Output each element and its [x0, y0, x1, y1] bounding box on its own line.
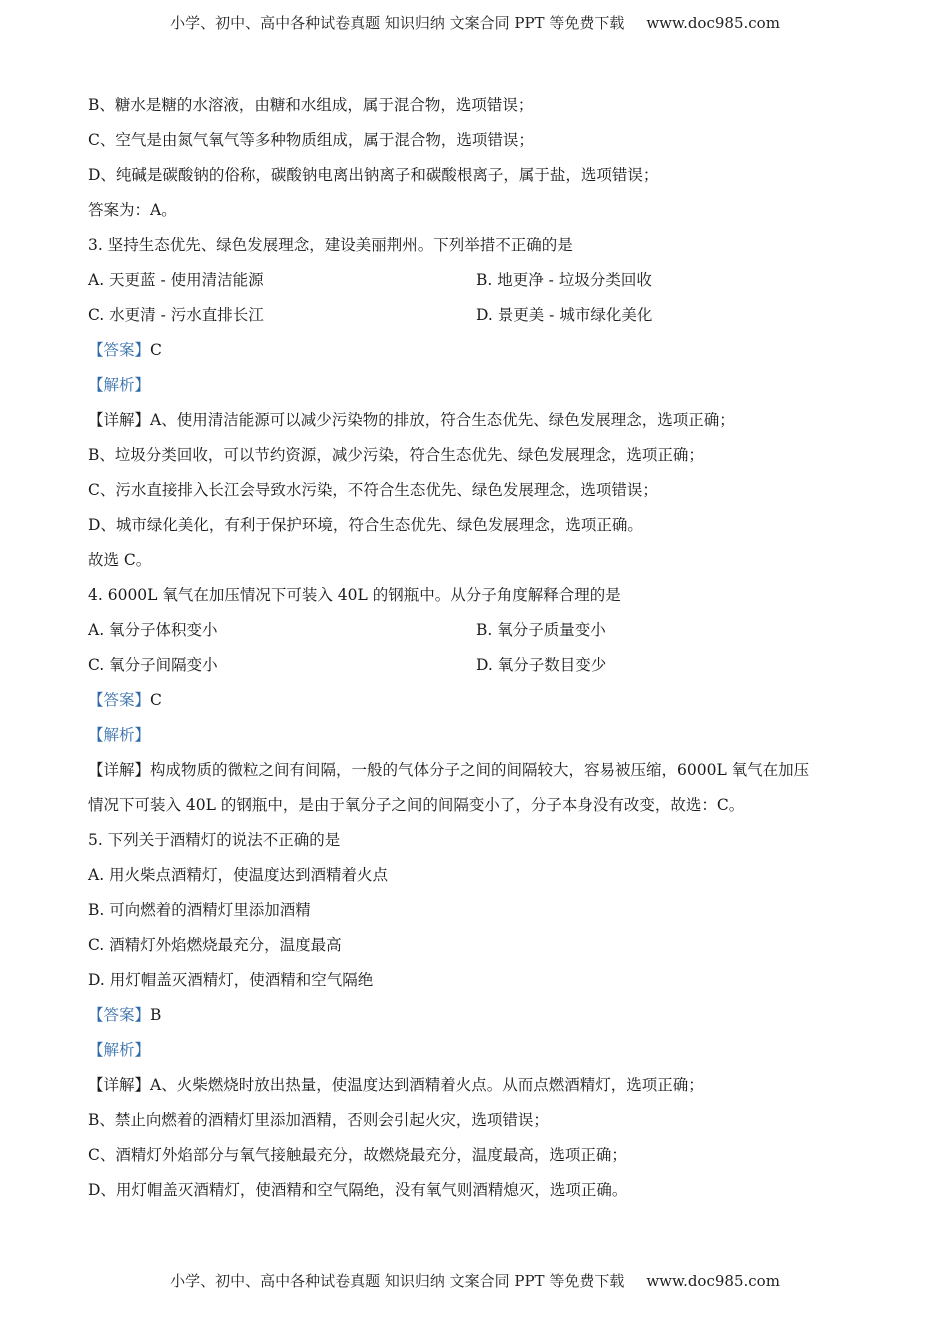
- document-body: [88, 88, 868, 1208]
- q5-detail-c: C、酒精灯外焰部分与氧气接触最充分，故燃烧最充分，温度最高，选项正确；: [88, 1146, 627, 1164]
- q4-detail-line-1: [88, 753, 868, 788]
- answer-tag: 【答案】: [88, 1006, 151, 1024]
- q3-option-a: A. 天更蓝 - 使用清洁能源: [88, 271, 264, 289]
- q5-option-b: B. 可向燃着的酒精灯里添加酒精: [88, 901, 311, 919]
- analysis-tag: 【解析】: [88, 726, 151, 744]
- answer-tag: 【答案】: [88, 691, 151, 709]
- page-footer: [0, 1270, 950, 1291]
- q3-conclusion: 故选 C。: [88, 551, 152, 569]
- q4-options-row-1: [88, 613, 868, 648]
- q5-analysis-line: [88, 1033, 868, 1068]
- footer-url: www.doc985.com: [646, 1272, 780, 1290]
- q4-analysis-line: [88, 718, 868, 753]
- q3-option-b: B. 地更净 - 垃圾分类回收: [476, 271, 652, 289]
- q5-answer: B: [150, 1006, 162, 1024]
- analysis-tag: 【解析】: [88, 1041, 151, 1059]
- q5-option-d: D. 用灯帽盖灭酒精灯，使酒精和空气隔绝: [88, 971, 374, 989]
- header-text: 小学、初中、高中各种试卷真题 知识归纳 文案合同 PPT 等免费下载: [170, 14, 625, 32]
- q4-option-c: C. 氧分子间隔变小: [88, 656, 218, 674]
- q4-detail-line-2: 情况下可装入 40L 的钢瓶中，是由于氧分子之间的间隔变小了，分子本身没有改变，故选：C。: [88, 796, 745, 814]
- q4-option-a: A. 氧分子体积变小: [88, 621, 218, 639]
- q3-option-d: D. 景更美 - 城市绿化美化: [476, 306, 653, 324]
- q3-options-row-1: [88, 263, 868, 298]
- footer-text: 小学、初中、高中各种试卷真题 知识归纳 文案合同 PPT 等免费下载: [170, 1272, 625, 1290]
- q3-answer: C: [150, 341, 162, 359]
- q5-detail-b: B、禁止向燃着的酒精灯里添加酒精，否则会引起火灾，选项错误；: [88, 1111, 549, 1129]
- q3-detail-c: C、污水直接排入长江会导致水污染，不符合生态优先、绿色发展理念，选项错误；: [88, 481, 658, 499]
- page-header: [0, 12, 950, 33]
- q3-option-c: C. 水更清 - 污水直排长江: [88, 306, 264, 324]
- q4-stem: 4. 6000L 氧气在加压情况下可装入 40L 的钢瓶中。从分子角度解释合理的是: [88, 586, 621, 604]
- q4-detail-text-1: 构成物质的微粒之间有间隔，一般的气体分子之间的间隔较大，容易被压缩，6000L 氧气在加压: [150, 761, 810, 779]
- q5-detail-d: D、用灯帽盖灭酒精灯，使酒精和空气隔绝，没有氧气则酒精熄灭，选项正确。: [88, 1181, 628, 1199]
- q5-detail-a: A、火柴燃烧时放出热量，使温度达到酒精着火点。从而点燃酒精灯，选项正确；: [150, 1076, 704, 1094]
- q4-answer-line: [88, 683, 868, 718]
- q2-option-d-explanation: D、纯碱是碳酸钠的俗称，碳酸钠电离出钠离子和碳酸根离子，属于盐，选项错误；: [88, 166, 659, 184]
- q4-answer: C: [150, 691, 162, 709]
- q5-detail-line-1: [88, 1068, 868, 1103]
- q2-option-b-explanation: B、糖水是糖的水溶液，由糖和水组成，属于混合物，选项错误；: [88, 96, 534, 114]
- q3-analysis-line: [88, 368, 868, 403]
- q5-stem: 5. 下列关于酒精灯的说法不正确的是: [88, 831, 341, 849]
- detail-tag: 【详解】: [88, 411, 151, 429]
- q3-options-row-2: [88, 298, 868, 333]
- q3-detail-b: B、垃圾分类回收，可以节约资源，减少污染，符合生态优先、绿色发展理念，选项正确；: [88, 446, 704, 464]
- q3-detail-line-1: [88, 403, 868, 438]
- answer-tag: 【答案】: [88, 341, 151, 359]
- q3-answer-line: [88, 333, 868, 368]
- header-url: www.doc985.com: [646, 14, 780, 32]
- q4-option-b: B. 氧分子质量变小: [476, 621, 606, 639]
- q5-answer-line: [88, 998, 868, 1033]
- analysis-tag: 【解析】: [88, 376, 151, 394]
- q4-option-d: D. 氧分子数目变少: [476, 656, 607, 674]
- q2-answer: 答案为：A。: [88, 201, 177, 219]
- q2-option-c-explanation: C、空气是由氮气氧气等多种物质组成，属于混合物，选项错误；: [88, 131, 534, 149]
- q3-detail-a: A、使用清洁能源可以减少污染物的排放，符合生态优先、绿色发展理念，选项正确；: [150, 411, 735, 429]
- q3-detail-d: D、城市绿化美化，有利于保护环境，符合生态优先、绿色发展理念，选项正确。: [88, 516, 643, 534]
- q3-stem: 3. 坚持生态优先、绿色发展理念，建设美丽荆州。下列举措不正确的是: [88, 236, 573, 254]
- q5-option-c: C. 酒精灯外焰燃烧最充分，温度最高: [88, 936, 342, 954]
- detail-tag: 【详解】: [88, 1076, 151, 1094]
- q4-options-row-2: [88, 648, 868, 683]
- q5-option-a: A. 用火柴点酒精灯，使温度达到酒精着火点: [88, 866, 389, 884]
- detail-tag: 【详解】: [88, 761, 151, 779]
